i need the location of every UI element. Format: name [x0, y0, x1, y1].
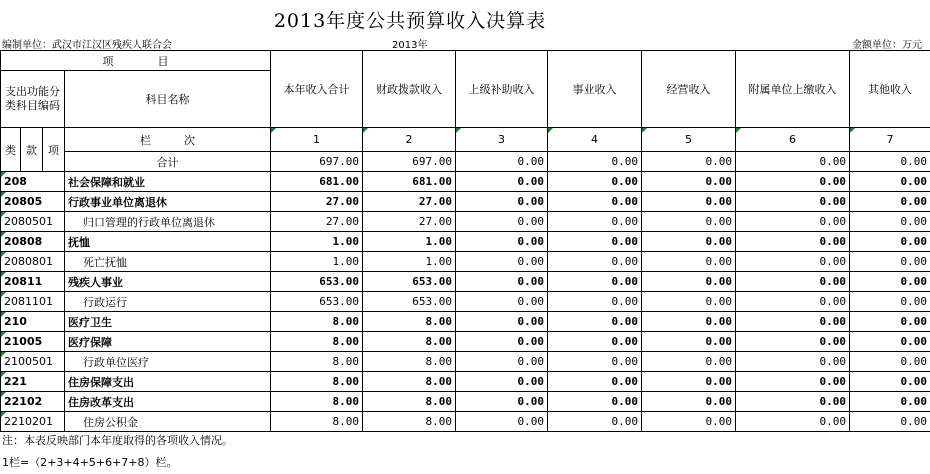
subject-name: 医疗卫生: [65, 312, 271, 332]
amount-cell: 681.00: [271, 172, 363, 192]
note-line-1: 注：本表反映部门本年度取得的各项收入情况。: [2, 434, 233, 447]
table-row: [1, 212, 930, 232]
total-value-7: 0.00: [850, 152, 930, 172]
col-header-7: 其他收入: [850, 51, 930, 128]
amount-cell: 0.00: [850, 172, 930, 192]
amount-cell: 0.00: [548, 412, 642, 432]
amount-cell: 0.00: [850, 252, 930, 272]
subject-name: 住房保障支出: [65, 372, 271, 392]
col-num-1: 1: [271, 128, 363, 152]
subject-name: 抚恤: [65, 232, 271, 252]
amount-cell: 0.00: [736, 192, 850, 212]
subject-code: 2081101: [1, 292, 65, 312]
amount-cell: 8.00: [271, 412, 363, 432]
amount-cell: 0.00: [456, 352, 548, 372]
amount-cell: 1.00: [271, 232, 363, 252]
amount-cell: 0.00: [548, 392, 642, 412]
amount-cell: 0.00: [642, 232, 736, 252]
amount-cell: 653.00: [271, 292, 363, 312]
amount-cell: 8.00: [271, 312, 363, 332]
header-subject-name: 科目名称: [65, 71, 271, 128]
amount-cell: 0.00: [456, 312, 548, 332]
col-num-7: 7: [850, 128, 930, 152]
subject-name: 行政事业单位离退休: [65, 192, 271, 212]
col-num-3: 3: [456, 128, 548, 152]
amount-cell: 8.00: [271, 372, 363, 392]
amount-cell: 0.00: [736, 392, 850, 412]
header-xiang: 项: [43, 128, 65, 172]
amount-cell: 0.00: [642, 332, 736, 352]
amount-cell: 1.00: [363, 252, 456, 272]
subject-name: 社会保障和就业: [65, 172, 271, 192]
amount-cell: 0.00: [642, 172, 736, 192]
amount-cell: 0.00: [850, 332, 930, 352]
amount-cell: 0.00: [548, 352, 642, 372]
amount-cell: 8.00: [363, 352, 456, 372]
table-row: [1, 192, 930, 212]
col-header-3: 上级补助收入: [456, 51, 548, 128]
table-row: [1, 392, 930, 412]
amount-cell: 8.00: [271, 392, 363, 412]
subject-name: 住房改革支出: [65, 392, 271, 412]
amount-cell: 0.00: [548, 372, 642, 392]
table-row: [1, 312, 930, 332]
amount-cell: 8.00: [363, 412, 456, 432]
amount-cell: 0.00: [642, 192, 736, 212]
subject-code: 2080501: [1, 212, 65, 232]
subject-code: 22102: [1, 392, 65, 412]
amount-cell: 653.00: [363, 292, 456, 312]
table-row: [1, 272, 930, 292]
col-header-5: 经营收入: [642, 51, 736, 128]
note-line-2: 1栏=（2+3+4+5+6+7+8）栏。: [2, 456, 178, 469]
amount-cell: 0.00: [456, 392, 548, 412]
amount-cell: 653.00: [271, 272, 363, 292]
total-value-4: 0.00: [548, 152, 642, 172]
col-num-2: 2: [363, 128, 456, 152]
amount-cell: 0.00: [736, 212, 850, 232]
subject-code: 2080801: [1, 252, 65, 272]
amount-cell: 8.00: [363, 312, 456, 332]
header-xiangmu: 项 目: [1, 51, 271, 71]
page-title: 2013年度公共预算收入决算表: [273, 10, 547, 32]
amount-cell: 0.00: [736, 372, 850, 392]
reporting-unit: 编制单位：武汉市江汉区残疾人联合会: [2, 40, 172, 51]
total-value-6: 0.00: [736, 152, 850, 172]
amount-cell: 0.00: [736, 292, 850, 312]
table-row: [1, 172, 930, 192]
total-value-3: 0.00: [456, 152, 548, 172]
amount-cell: 0.00: [736, 352, 850, 372]
subject-name: 残疾人事业: [65, 272, 271, 292]
amount-cell: 0.00: [456, 232, 548, 252]
subject-name: 归口管理的行政单位离退休: [65, 212, 271, 232]
amount-cell: 0.00: [850, 232, 930, 252]
amount-cell: 0.00: [736, 172, 850, 192]
table-row: [1, 292, 930, 312]
amount-cell: 0.00: [642, 272, 736, 292]
header-kuan: 款: [21, 128, 43, 172]
amount-cell: 681.00: [363, 172, 456, 192]
total-value-2: 697.00: [363, 152, 456, 172]
subject-name: 住房公积金: [65, 412, 271, 432]
revenue-table: [0, 50, 930, 432]
subject-code: 20808: [1, 232, 65, 252]
table-row: [1, 412, 930, 432]
amount-cell: 0.00: [548, 212, 642, 232]
amount-cell: 0.00: [548, 252, 642, 272]
amount-cell: 0.00: [548, 312, 642, 332]
amount-cell: 0.00: [548, 272, 642, 292]
amount-cell: 0.00: [548, 292, 642, 312]
amount-cell: 0.00: [456, 272, 548, 292]
subject-code: 21005: [1, 332, 65, 352]
amount-cell: 0.00: [456, 192, 548, 212]
subject-name: 行政单位医疗: [65, 352, 271, 372]
amount-cell: 0.00: [736, 232, 850, 252]
amount-cell: 0.00: [548, 332, 642, 352]
amount-cell: 0.00: [642, 212, 736, 232]
amount-cell: 0.00: [850, 392, 930, 412]
amount-cell: 0.00: [850, 372, 930, 392]
amount-cell: 27.00: [363, 212, 456, 232]
amount-cell: 8.00: [363, 372, 456, 392]
amount-cell: 0.00: [850, 212, 930, 232]
amount-cell: 0.00: [642, 352, 736, 372]
total-label: 合计: [65, 152, 271, 172]
amount-unit: 金额单位：万元: [852, 40, 922, 51]
amount-cell: 1.00: [363, 232, 456, 252]
amount-cell: 27.00: [271, 212, 363, 232]
amount-cell: 653.00: [363, 272, 456, 292]
amount-cell: 0.00: [736, 332, 850, 352]
amount-cell: 27.00: [363, 192, 456, 212]
col-header-4: 事业收入: [548, 51, 642, 128]
amount-cell: 8.00: [363, 392, 456, 412]
amount-cell: 8.00: [271, 352, 363, 372]
amount-cell: 0.00: [456, 212, 548, 232]
amount-cell: 0.00: [850, 352, 930, 372]
amount-cell: 0.00: [850, 192, 930, 212]
amount-cell: 0.00: [456, 252, 548, 272]
amount-cell: 0.00: [548, 172, 642, 192]
total-value-1: 697.00: [271, 152, 363, 172]
amount-cell: 0.00: [736, 412, 850, 432]
subject-code: 2210201: [1, 412, 65, 432]
amount-cell: 0.00: [642, 312, 736, 332]
amount-cell: 0.00: [642, 372, 736, 392]
amount-cell: 0.00: [736, 312, 850, 332]
amount-cell: 0.00: [850, 292, 930, 312]
amount-cell: 0.00: [548, 192, 642, 212]
amount-cell: 8.00: [271, 332, 363, 352]
col-header-1: 本年收入合计: [271, 51, 363, 128]
col-header-2: 财政拨款收入: [363, 51, 456, 128]
amount-cell: 0.00: [850, 272, 930, 292]
table-row: [1, 352, 930, 372]
subject-code: 2100501: [1, 352, 65, 372]
amount-cell: 0.00: [642, 392, 736, 412]
subject-name: 行政运行: [65, 292, 271, 312]
amount-cell: 8.00: [363, 332, 456, 352]
table-row: [1, 232, 930, 252]
col-num-6: 6: [736, 128, 850, 152]
amount-cell: 0.00: [642, 292, 736, 312]
subject-code: 210: [1, 312, 65, 332]
amount-cell: 0.00: [736, 252, 850, 272]
subject-code: 221: [1, 372, 65, 392]
amount-cell: 0.00: [850, 312, 930, 332]
amount-cell: 0.00: [642, 412, 736, 432]
col-header-6: 附属单位上缴收入: [736, 51, 850, 128]
subject-name: 死亡抚恤: [65, 252, 271, 272]
amount-cell: 0.00: [456, 372, 548, 392]
table-row: [1, 252, 930, 272]
subject-code: 20811: [1, 272, 65, 292]
col-num-5: 5: [642, 128, 736, 152]
header-lei: 类: [1, 128, 21, 172]
amount-cell: 0.00: [850, 412, 930, 432]
subject-name: 医疗保障: [65, 332, 271, 352]
amount-cell: 0.00: [736, 272, 850, 292]
subject-code: 208: [1, 172, 65, 192]
report-year: 2013年: [392, 40, 428, 51]
amount-cell: 0.00: [456, 332, 548, 352]
amount-cell: 0.00: [456, 292, 548, 312]
table-row: [1, 372, 930, 392]
header-lan: 栏 次: [65, 128, 271, 152]
amount-cell: 0.00: [642, 252, 736, 272]
amount-cell: 0.00: [548, 232, 642, 252]
subject-code: 20805: [1, 192, 65, 212]
total-value-5: 0.00: [642, 152, 736, 172]
col-num-4: 4: [548, 128, 642, 152]
amount-cell: 0.00: [456, 172, 548, 192]
amount-cell: 1.00: [271, 252, 363, 272]
header-function-code: 支出功能分类科目编码: [1, 71, 65, 128]
amount-cell: 0.00: [456, 412, 548, 432]
amount-cell: 27.00: [271, 192, 363, 212]
table-row: [1, 332, 930, 352]
